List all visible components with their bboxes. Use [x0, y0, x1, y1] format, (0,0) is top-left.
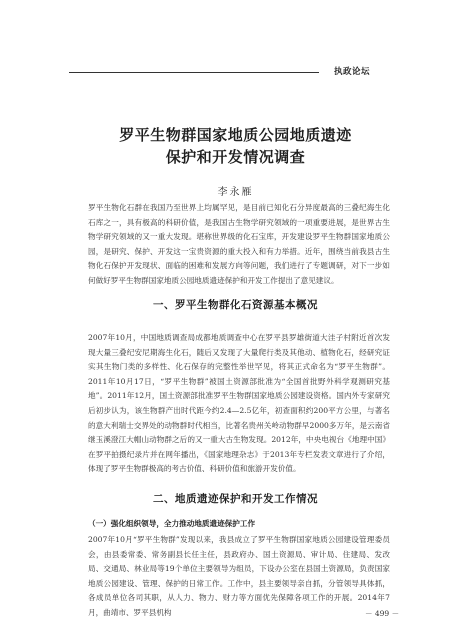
author-name: 李永雁 [217, 187, 254, 198]
subsection1-heading: （一）强化组织领导，全力推动地质遗迹保护工作 [88, 519, 256, 528]
abstract-paragraph: 罗平生物化石群在我国乃至世界上均属罕见，是目前已知化石分异度最高的三叠纪海生化石库之一，具有极高的科研价值，是我国古生物学研究领域的一项重要进展，是世界古生物学研究领域的又一重大发现。堪称世界级的化石宝库，开发建设罗平生物群国家地质公园，是研究、保护、开发这一宝贵资源的重大投入和有力举措。近年，围绕当前我县古生物化石保护开发现状、面临的困难和发展方向等问题，我们进行了专题调研，对下一步如何做好罗平生物群国家地质公园地质遗迹保护和开发工作提出了意见建议。 [88, 203, 390, 285]
section1-heading: 一、罗平生物群化石资源基本概况 [153, 299, 318, 311]
section1-paragraph: 2007年10月，中国地质调查局成都地质调查中心在罗平县罗雄街道大洼子村附近首次发现大量三叠纪安尼期海生化石，随后又发现了大量爬行类及其他动、植物化石，经研究证实其生物门类的多样性、化石保存的完整性举世罕见，将其正式命名为“罗平生物群”。2011年10月17日，“罗平生物群”被国土资源部批准为“全国首批野外科学观测研究基地”。2011年12月，国土资源部批准罗平生物群国家地质公园建设资格。国内外专家研究后初步认为，该生物群产出时代距今约2.4—2.5亿年，初查面积约200平方公里，与著名的意大利瑞士交界处的动物群时代相当，比著名贵州关岭动物群早2000多万年，是云南省继玉溪澄江大帽山动物群之后的又一重大古生物发现。2012年，中央电视台《地理中国》在罗平拍摄纪录片并在网年播出，《国家地理杂志》于2013年专栏发表文章进行了介绍，体现了罗平生物群极高的考古价值、科研价值和旅游开发价值。 [88, 333, 390, 474]
column-tag: 执政论坛 [334, 67, 371, 77]
article-title-line1: 罗平生物群国家地质公园地质遗迹 [119, 126, 352, 144]
subsection1-paragraph: 2007年10月“罗平生物群”发现以来，我县成立了罗平生物群国家地质公园建设管理委员会，由县委常委、常务副县长任主任，县政府办、国土资源局、审计局、住建局、发改局、交通局、林业局等19个单位主要领导为组员，下设办公室在县国土资源局，负责国家地质公园建设、管理、保护的日常工作。工作中，县主要领导亲自抓，分管领导具体抓，各成员单位各司其职，从人力、物力、财力等方面优先保障各项工作的开展。2014年7月，曲靖市、罗平县机构 [88, 535, 390, 617]
article-title-line2: 保护和开发情况调查 [165, 148, 306, 166]
header-rule [69, 72, 319, 73]
page-number: － 499 － [365, 609, 400, 618]
section2-heading: 二、地质遗迹保护和开发工作情况 [153, 493, 318, 505]
